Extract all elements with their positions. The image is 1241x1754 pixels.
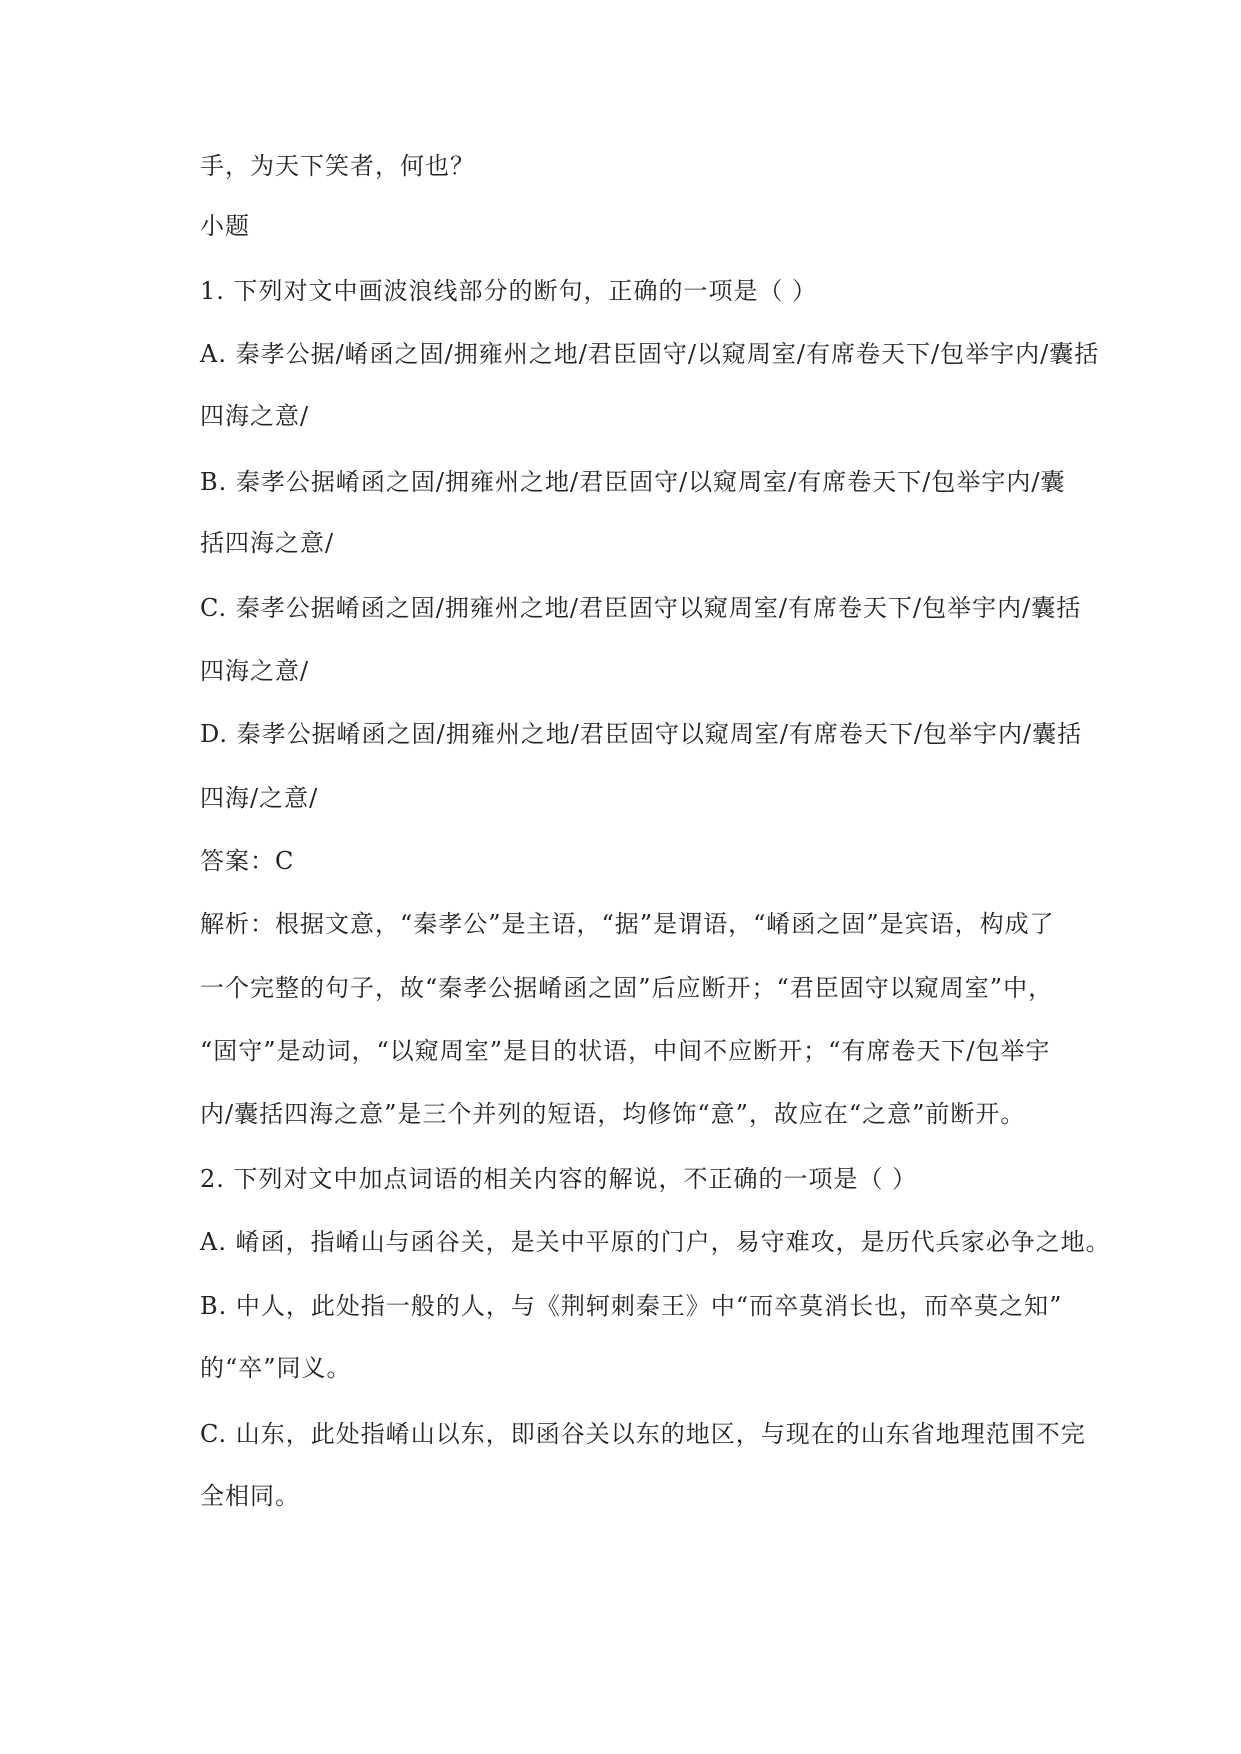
question-1-answer: 答案：C	[200, 847, 295, 875]
question-1-option-b-line-2: 括四海之意/	[200, 529, 335, 557]
question-1-option-c-line-1: C. 秦孝公据崤函之固/拥雍州之地/君臣固守以窥周室/有席卷天下/包举宇内/囊括	[200, 594, 1082, 622]
question-2-option-b-line-1: B. 中人，此处指一般的人，与《荆轲刺秦王》中“而卒莫消长也，而卒莫之知”	[200, 1292, 1063, 1320]
question-2-option-c-line-1: C. 山东，此处指崤山以东，即函谷关以东的地区，与现在的山东省地理范围不完	[200, 1420, 1086, 1448]
question-1-explanation-line-4: 内/囊括四海之意”是三个并列的短语，均修饰“意”，故应在“之意”前断开。	[200, 1100, 1026, 1128]
question-1-option-c-line-2: 四海之意/	[200, 657, 310, 685]
text-line-continuation: 手，为天下笑者，何也？	[200, 152, 475, 180]
question-1-explanation-line-1: 解析：根据文意，“秦孝公”是主语，“据”是谓语，“崤函之固”是宾语，构成了	[200, 910, 1055, 938]
question-1-option-d-line-2: 四海/之意/	[200, 784, 319, 812]
question-1-option-a-line-1: A. 秦孝公据/崤函之固/拥雍州之地/君臣固守/以窥周室/有席卷天下/包举宇内/囊括	[200, 340, 1100, 368]
question-2-option-b-line-2: 的“卒”同义。	[200, 1354, 352, 1382]
question-1-option-a-line-2: 四海之意/	[200, 402, 310, 430]
question-2-stem: 2. 下列对文中加点词语的相关内容的解说，不正确的一项是（ ）	[200, 1165, 918, 1193]
question-1-stem: 1. 下列对文中画波浪线部分的断句，正确的一项是（ ）	[200, 277, 818, 305]
question-1-option-d-line-1: D. 秦孝公据崤函之固/拥雍州之地/君臣固守以窥周室/有席卷天下/包举宇内/囊括	[200, 720, 1083, 748]
question-1-option-b-line-1: B. 秦孝公据崤函之固/拥雍州之地/君臣固守/以窥周室/有席卷天下/包举宇内/囊	[200, 468, 1066, 496]
question-2-option-a: A. 崤函，指崤山与函谷关，是关中平原的门户，易守难攻，是历代兵家必争之地。	[200, 1228, 1111, 1256]
question-1-explanation-line-3: “固守”是动词，“以窥周室”是目的状语，中间不应断开；“有席卷天下/包举宇	[200, 1037, 1051, 1065]
question-1-explanation-line-2: 一个完整的句子，故“秦孝公据崤函之固”后应断开；“君臣固守以窥周室”中，	[200, 974, 1054, 1002]
section-heading: 小题	[200, 212, 250, 240]
question-2-option-c-line-2: 全相同。	[200, 1482, 300, 1510]
